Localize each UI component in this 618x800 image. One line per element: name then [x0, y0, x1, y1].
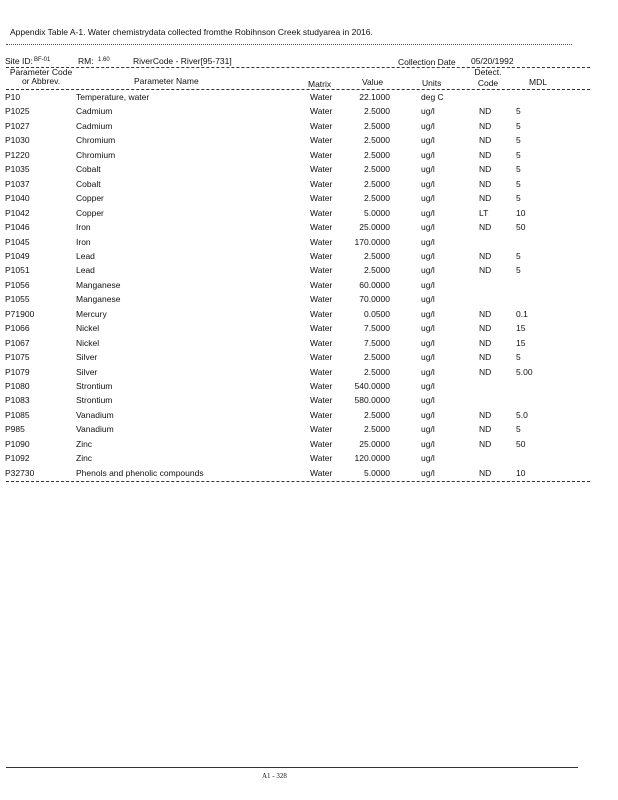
row-code: P1025: [5, 106, 30, 117]
row-code: P1042: [5, 207, 30, 218]
row-units: ug/l: [421, 164, 435, 175]
row-units: ug/l: [421, 438, 435, 449]
row-mdl: 50: [516, 222, 526, 233]
row-mdl: 5: [516, 250, 521, 261]
row-value: 7.5000: [364, 323, 390, 334]
row-matrix: Water: [310, 294, 333, 305]
row-matrix: Water: [310, 92, 333, 102]
header-mdl: MDL: [529, 77, 547, 87]
page-number: A1 - 328: [262, 772, 287, 780]
row-units: ug/l: [421, 381, 435, 391]
row-units: ug/l: [421, 236, 435, 247]
row-units: ug/l: [421, 149, 435, 160]
site-id-label: Site ID:: [5, 56, 33, 66]
row-code: P985: [5, 424, 25, 435]
row-code: P1035: [5, 164, 30, 175]
table-row: [0, 265, 618, 279]
row-name: Lead: [76, 250, 95, 261]
row-units: ug/l: [421, 366, 435, 377]
header-units: Units: [422, 78, 442, 88]
table-row: [0, 410, 618, 424]
row-mdl: 5: [516, 164, 521, 175]
row-code: P1046: [5, 222, 30, 233]
row-matrix: Water: [310, 352, 333, 363]
row-code: P71900: [5, 308, 35, 319]
row-detect-code: ND: [479, 337, 492, 348]
row-units: ug/l: [421, 120, 435, 131]
row-detect-code: ND: [479, 265, 492, 276]
row-matrix: Water: [310, 424, 333, 435]
row-name: Iron: [76, 222, 91, 233]
row-value: 22.1000: [359, 92, 390, 102]
row-matrix: Water: [310, 337, 333, 348]
table-row: [0, 92, 618, 106]
table-row: [0, 251, 618, 265]
row-units: ug/l: [421, 308, 435, 319]
row-detect-code: ND: [479, 222, 492, 233]
header-code-line2: or Abbrev.: [21, 76, 61, 86]
table-row: [0, 294, 618, 308]
row-matrix: Water: [310, 149, 333, 160]
row-units: ug/l: [421, 409, 435, 420]
row-code: P1056: [5, 279, 30, 290]
row-detect-code: ND: [479, 467, 492, 478]
table-title: Appendix Table A-1. Water chemistrydata collected fromthe Robihnson Creek studyarea in 2016.: [10, 27, 373, 37]
row-value: 2.5000: [364, 135, 390, 146]
row-detect-code: ND: [479, 135, 492, 146]
collection-date-value: 05/20/1992: [471, 56, 514, 66]
row-units: deg C: [421, 92, 444, 102]
table-end-rule: [6, 481, 590, 482]
row-code: P1067: [5, 337, 30, 348]
row-code: P1075: [5, 352, 30, 363]
row-mdl: 5: [516, 265, 521, 276]
row-name: Nickel: [76, 323, 100, 334]
row-code: P1092: [5, 453, 30, 464]
row-detect-code: ND: [479, 164, 492, 175]
table-row: [0, 439, 618, 453]
table-row: [0, 367, 618, 381]
row-matrix: Water: [310, 193, 333, 204]
row-detect-code: ND: [479, 438, 492, 449]
row-value: 5.0000: [364, 467, 390, 478]
row-name: Zinc: [76, 453, 93, 464]
row-code: P1085: [5, 409, 30, 420]
row-detect-code: ND: [479, 250, 492, 261]
table-row: [0, 395, 618, 409]
row-name: Phenols and phenolic compounds: [76, 467, 204, 478]
row-value: 2.5000: [364, 178, 390, 189]
row-matrix: Water: [310, 207, 333, 218]
row-mdl: 5: [516, 178, 521, 189]
row-matrix: Water: [310, 120, 333, 131]
row-mdl: 5.0: [516, 409, 528, 420]
row-value: 2.5000: [364, 149, 390, 160]
table-row: [0, 280, 618, 294]
row-units: ug/l: [421, 467, 435, 478]
row-matrix: Water: [310, 323, 333, 334]
row-name: Copper: [76, 193, 104, 204]
site-id-value: BF-01: [34, 57, 51, 63]
row-value: 2.5000: [364, 424, 390, 435]
row-name: Copper: [76, 207, 104, 218]
row-code: P1090: [5, 438, 30, 449]
row-detect-code: ND: [479, 308, 492, 319]
title-divider: [6, 44, 572, 45]
row-detect-code: ND: [479, 178, 492, 189]
row-units: ug/l: [421, 193, 435, 204]
table-row: [0, 106, 618, 120]
row-code: P1083: [5, 395, 30, 406]
footer-rule: [6, 767, 578, 768]
row-matrix: Water: [310, 409, 333, 420]
row-code: P1051: [5, 265, 30, 276]
row-mdl: 15: [516, 323, 526, 334]
row-name: Temperature, water: [76, 92, 150, 102]
row-value: 60.0000: [359, 279, 390, 290]
row-units: ug/l: [421, 135, 435, 146]
row-value: 70.0000: [359, 294, 390, 305]
row-value: 580.0000: [354, 395, 390, 406]
row-mdl: 5: [516, 193, 521, 204]
row-value: 2.5000: [364, 265, 390, 276]
row-matrix: Water: [310, 265, 333, 276]
row-value: 7.5000: [364, 337, 390, 348]
table-row: [0, 352, 618, 366]
row-name: Vanadium: [76, 409, 114, 420]
row-detect-code: ND: [479, 424, 492, 435]
header-bottom-rule: [6, 89, 590, 90]
row-units: ug/l: [421, 207, 435, 218]
table-row: [0, 338, 618, 352]
row-code: P1037: [5, 178, 30, 189]
header-detect-line2: Code: [477, 78, 499, 88]
row-mdl: 5: [516, 424, 521, 435]
row-name: Strontium: [76, 381, 113, 391]
table-row: [0, 323, 618, 337]
row-code: P1027: [5, 120, 30, 131]
rm-label: RM:: [78, 56, 94, 66]
table-row: [0, 193, 618, 207]
row-code: P1055: [5, 294, 30, 305]
row-code: P1079: [5, 366, 30, 377]
row-name: Vanadium: [76, 424, 114, 435]
row-detect-code: ND: [479, 323, 492, 334]
row-matrix: Water: [310, 381, 333, 391]
row-code: P1049: [5, 250, 30, 261]
row-matrix: Water: [310, 135, 333, 146]
header-detect-line1: Detect.: [474, 67, 502, 77]
row-detect-code: ND: [479, 120, 492, 131]
row-name: Cadmium: [76, 120, 113, 131]
row-mdl: 5: [516, 149, 521, 160]
header-value: Value: [362, 77, 384, 87]
row-value: 5.0000: [364, 207, 390, 218]
row-value: 2.5000: [364, 352, 390, 363]
row-units: ug/l: [421, 323, 435, 334]
row-value: 170.0000: [354, 236, 390, 247]
header-code: [2, 68, 80, 86]
row-name: Zinc: [76, 438, 93, 449]
row-units: ug/l: [421, 279, 435, 290]
row-matrix: Water: [310, 164, 333, 175]
row-units: ug/l: [421, 453, 435, 464]
row-matrix: Water: [310, 250, 333, 261]
table-row: [0, 309, 618, 323]
row-name: Cobalt: [76, 178, 101, 189]
row-detect-code: ND: [479, 352, 492, 363]
table-row: [0, 237, 618, 251]
row-code: P1080: [5, 381, 30, 391]
row-value: 2.5000: [364, 164, 390, 175]
row-matrix: Water: [310, 366, 333, 377]
table-row: [0, 164, 618, 178]
row-matrix: Water: [310, 395, 333, 406]
row-name: Mercury: [76, 308, 107, 319]
row-code: P1220: [5, 149, 30, 160]
header-matrix: Matrix: [308, 79, 332, 89]
row-value: 25.0000: [359, 438, 390, 449]
row-matrix: Water: [310, 467, 333, 478]
table-row: [0, 222, 618, 236]
table-row: [0, 150, 618, 164]
table-row: [0, 135, 618, 149]
row-name: Chromium: [76, 135, 116, 146]
row-code: P32730: [5, 467, 35, 478]
row-code: P1040: [5, 193, 30, 204]
row-matrix: Water: [310, 222, 333, 233]
row-matrix: Water: [310, 236, 333, 247]
row-value: 2.5000: [364, 106, 390, 117]
row-matrix: Water: [310, 308, 333, 319]
row-mdl: 15: [516, 337, 526, 348]
row-value: 2.5000: [364, 409, 390, 420]
row-units: ug/l: [421, 178, 435, 189]
row-name: Silver: [76, 366, 98, 377]
row-units: ug/l: [421, 250, 435, 261]
row-matrix: Water: [310, 438, 333, 449]
row-value: 2.5000: [364, 193, 390, 204]
row-units: ug/l: [421, 106, 435, 117]
row-detect-code: ND: [479, 366, 492, 377]
row-value: 2.5000: [364, 250, 390, 261]
header-code-line1: Parameter Code: [9, 67, 73, 77]
row-name: Cadmium: [76, 106, 113, 117]
row-code: P10: [5, 92, 21, 102]
row-detect-code: ND: [479, 149, 492, 160]
row-units: ug/l: [421, 337, 435, 348]
table-row: [0, 424, 618, 438]
row-matrix: Water: [310, 279, 333, 290]
row-name: Silver: [76, 352, 98, 363]
row-name: Iron: [76, 236, 91, 247]
row-detect-code: ND: [479, 106, 492, 117]
row-value: 120.0000: [354, 453, 390, 464]
table-row: [0, 179, 618, 193]
row-mdl: 0.1: [516, 308, 528, 319]
row-mdl: 5.00: [516, 366, 533, 377]
row-matrix: Water: [310, 178, 333, 189]
row-units: ug/l: [421, 352, 435, 363]
row-name: Lead: [76, 265, 95, 276]
row-detect-code: ND: [479, 193, 492, 204]
row-mdl: 5: [516, 120, 521, 131]
row-value: 0.0500: [364, 308, 390, 319]
row-units: ug/l: [421, 424, 435, 435]
header-name: Parameter Name: [134, 76, 199, 86]
row-mdl: 10: [516, 207, 526, 218]
row-matrix: Water: [310, 453, 333, 464]
row-name: Nickel: [76, 337, 100, 348]
row-mdl: 5: [516, 106, 521, 117]
table-row: [0, 468, 618, 482]
table-row: [0, 453, 618, 467]
row-value: 2.5000: [364, 366, 390, 377]
row-units: ug/l: [421, 395, 435, 406]
table-row: [0, 381, 618, 395]
row-matrix: Water: [310, 106, 333, 117]
row-units: ug/l: [421, 294, 435, 305]
rm-value: 1.60: [98, 57, 110, 63]
row-code: P1045: [5, 236, 30, 247]
row-mdl: 5: [516, 135, 521, 146]
row-value: 2.5000: [364, 120, 390, 131]
row-code: P1066: [5, 323, 30, 334]
row-name: Strontium: [76, 395, 113, 406]
row-mdl: 5: [516, 352, 521, 363]
row-name: Manganese: [76, 294, 121, 305]
row-mdl: 50: [516, 438, 526, 449]
row-code: P1030: [5, 135, 30, 146]
row-name: Manganese: [76, 279, 121, 290]
row-units: ug/l: [421, 222, 435, 233]
row-mdl: 10: [516, 467, 526, 478]
header-detect: [468, 68, 508, 88]
row-value: 25.0000: [359, 222, 390, 233]
row-name: Cobalt: [76, 164, 101, 175]
row-units: ug/l: [421, 265, 435, 276]
table-row: [0, 208, 618, 222]
row-name: Chromium: [76, 149, 116, 160]
table-row: [0, 121, 618, 135]
row-value: 540.0000: [354, 381, 390, 391]
row-detect-code: ND: [479, 409, 492, 420]
river-code: RiverCode - River[95-731]: [133, 56, 232, 66]
row-detect-code: LT: [479, 207, 489, 218]
collection-date-label: Collection Date: [398, 57, 456, 67]
